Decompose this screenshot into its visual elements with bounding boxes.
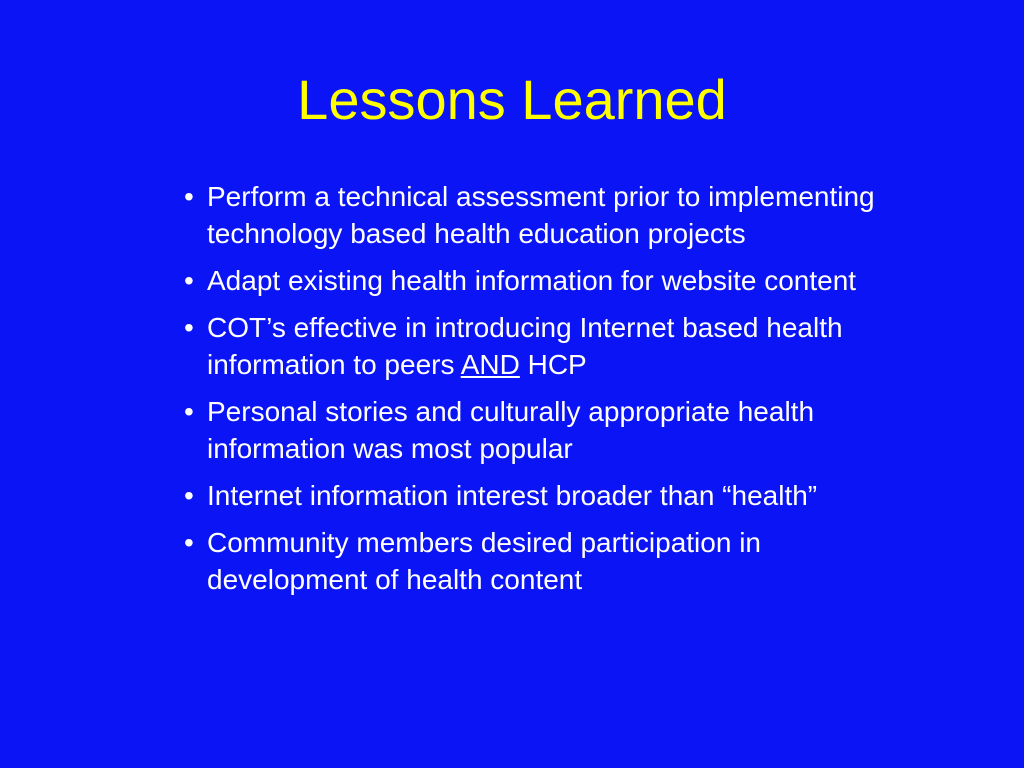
bullet-item [184,477,904,514]
bullet-dot-icon: • [184,181,194,212]
bullet-text-pre: COT’s effective in introducing Internet based health information to peers [207,312,843,380]
bullet-item [184,309,904,383]
bullet-dot-icon: • [184,312,194,343]
bullet-dot-icon: • [184,265,194,296]
bullet-text-post: HCP [519,349,587,380]
bullet-list [184,178,904,608]
bullet-item [184,178,904,252]
bullet-item [184,393,904,467]
bullet-dot-icon: • [184,527,194,558]
bullet-text: Community members desired participation in development of health content [207,527,761,595]
bullet-dot-icon: • [184,396,194,427]
bullet-item [184,524,904,598]
slide-title: Lessons Learned [297,68,727,131]
bullet-text-underlined: AND [460,349,520,380]
bullet-dot-icon: • [184,480,194,511]
bullet-text: Personal stories and culturally appropriate health information was most popular [207,396,815,464]
bullet-text: Adapt existing health information for website content [207,265,857,296]
bullet-text: Internet information interest broader than “health” [207,480,818,511]
bullet-item [184,262,904,299]
bullet-text: Perform a technical assessment prior to implementing technology based health education projects [207,181,875,249]
bullet-text [207,312,843,380]
